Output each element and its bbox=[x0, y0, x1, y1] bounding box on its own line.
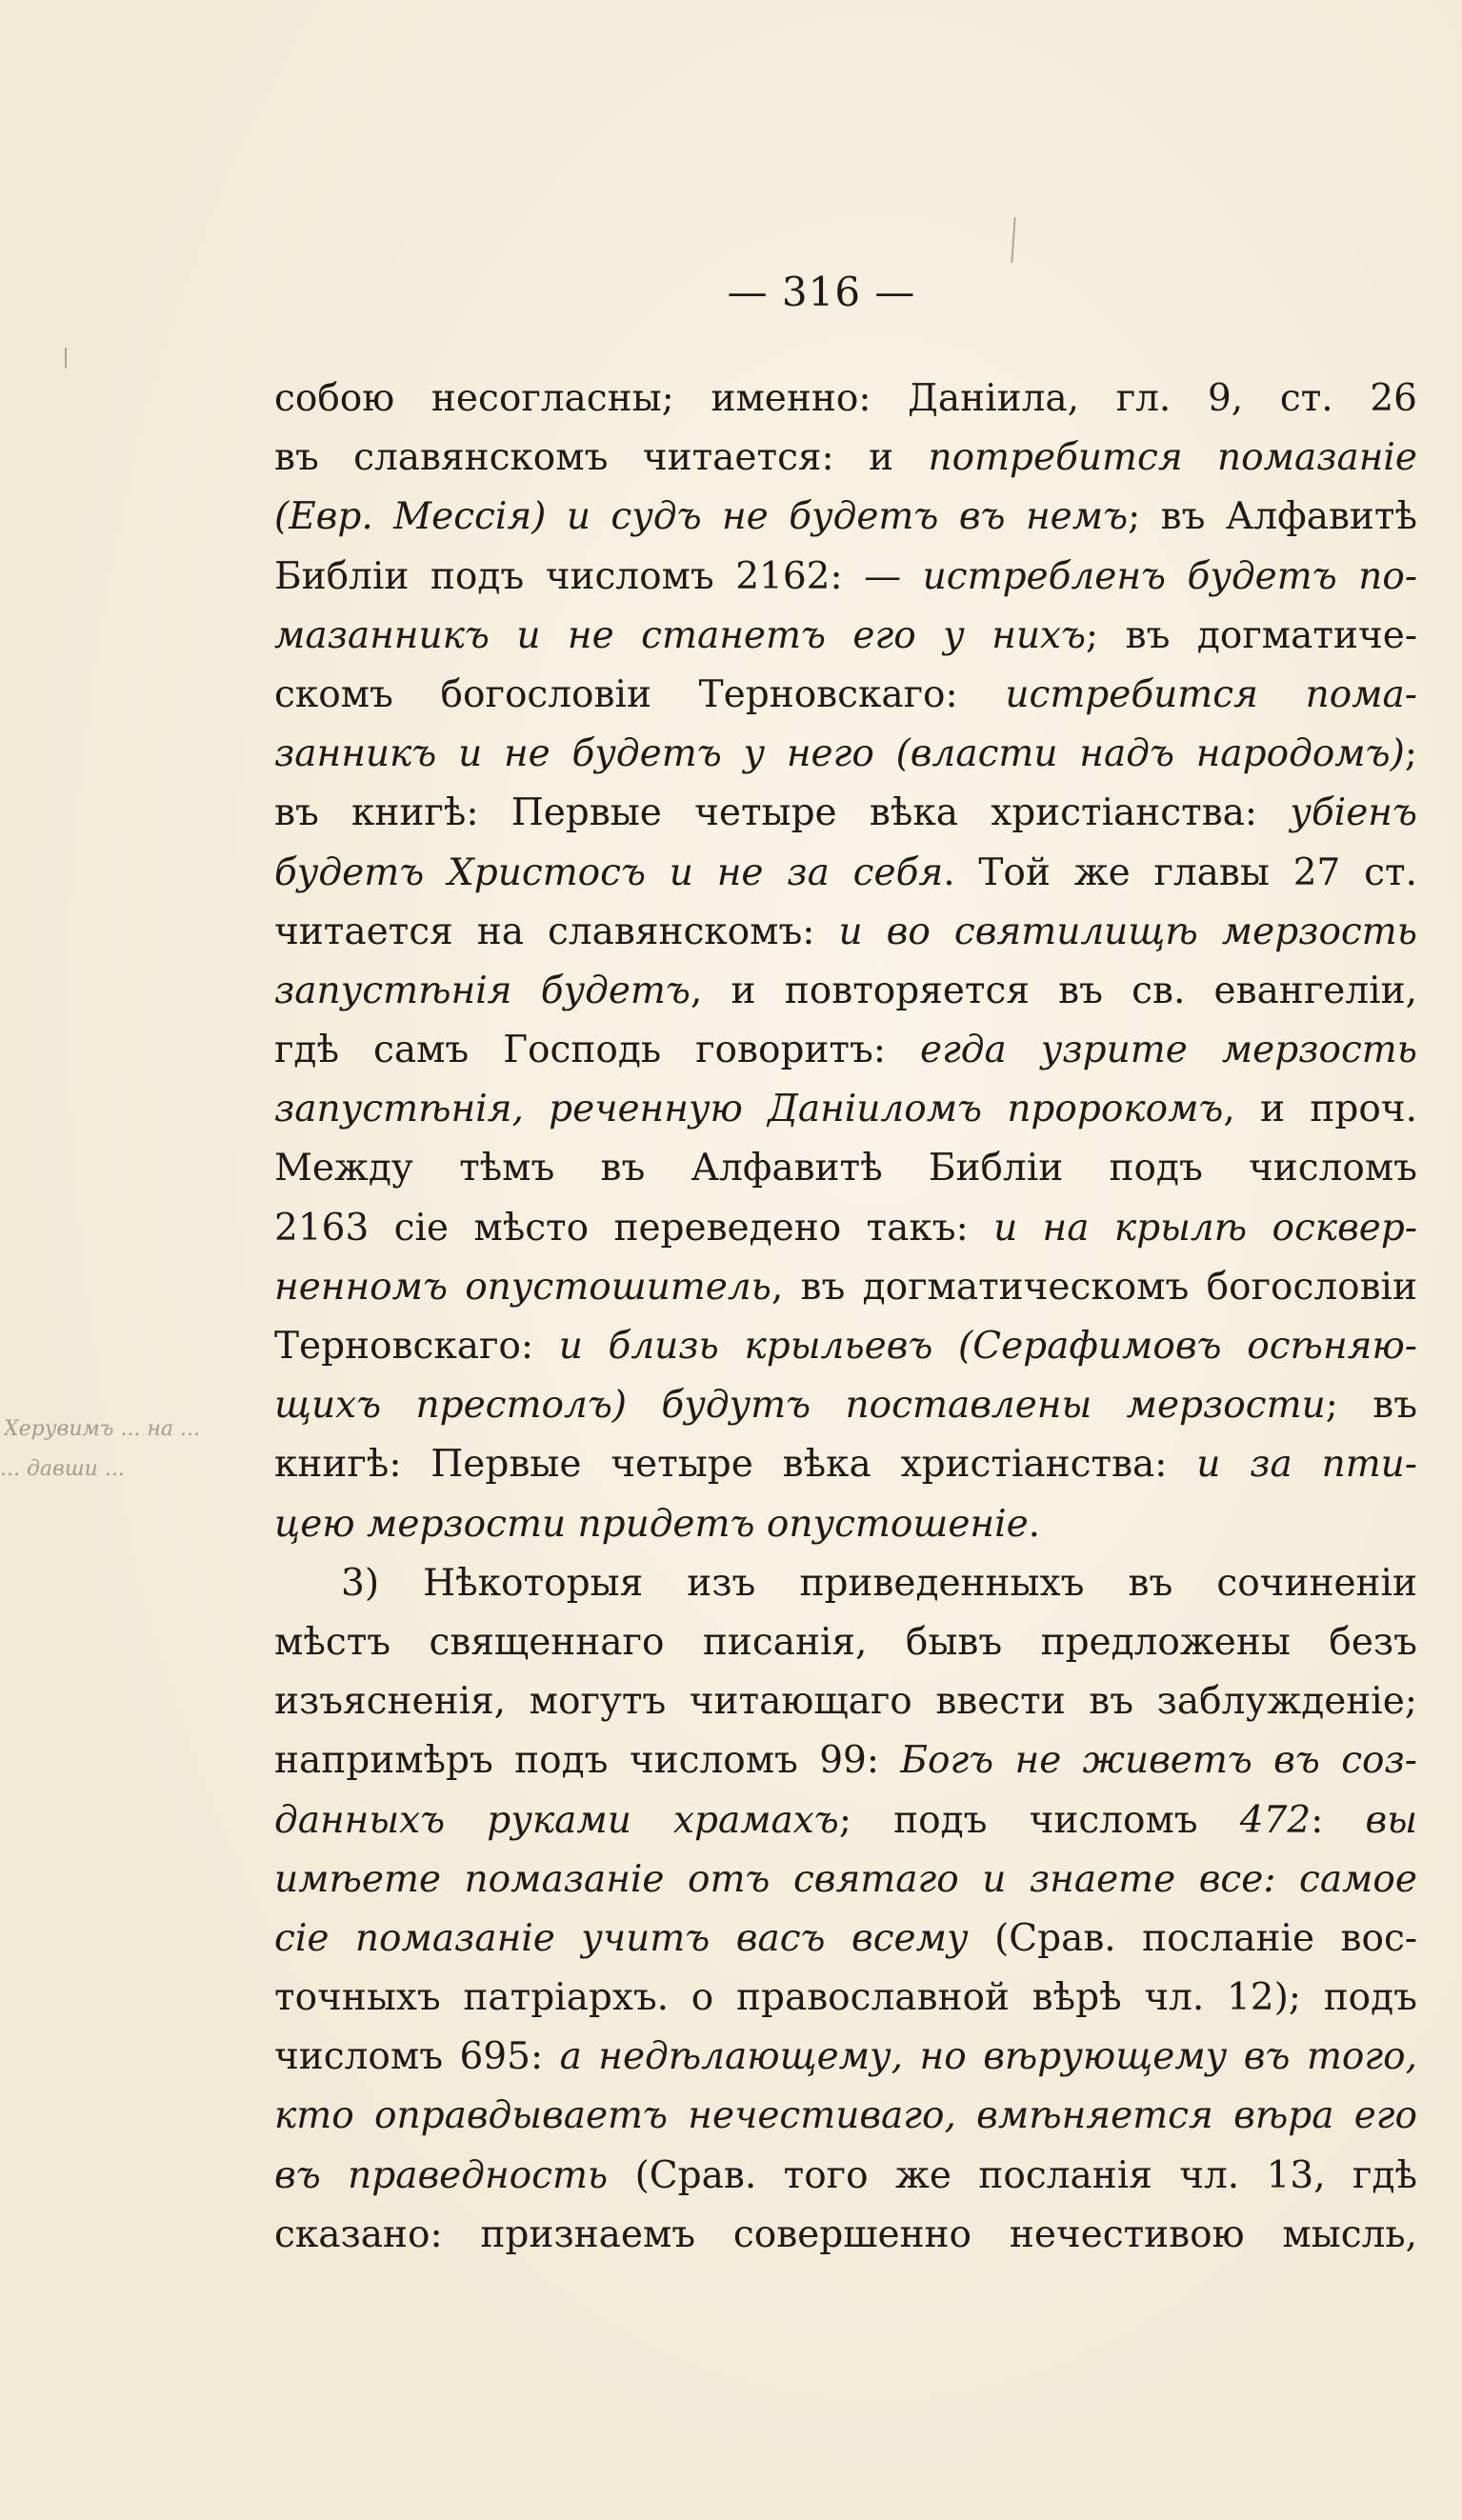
text-line: Терновскаго: и близь крыльевъ (Серафимовъ осѣняю- bbox=[274, 1325, 1417, 1368]
text-line: собою несогласны; именно: Даніила, гл. 9, ст. 26 bbox=[274, 377, 1417, 420]
text-line: (Евр. Мессія) и судъ не будетъ въ немъ; въ Алфавитѣ bbox=[274, 495, 1417, 539]
body-text bbox=[274, 370, 1417, 2265]
text-line: въ книгѣ: Первые четыре вѣка христіанства: убіенъ bbox=[274, 791, 1417, 835]
text-line: щихъ престолъ) будутъ поставлены мерзости; въ bbox=[274, 1384, 1417, 1428]
text-line: числомъ 695: а недѣлающему, но вѣрующему въ того, bbox=[274, 2035, 1417, 2079]
text-line: сіе помазаніе учитъ васъ всему (Срав. посланіе вос- bbox=[274, 1916, 1417, 1960]
text-line: точныхъ патріархъ. о православной вѣрѣ чл. 12); подъ bbox=[274, 1976, 1417, 2020]
text-line: книгѣ: Первые четыре вѣка христіанства: и за пти- bbox=[274, 1443, 1417, 1487]
text-line: скомъ богословіи Терновскаго: истребится пома- bbox=[274, 672, 1417, 716]
text-line: сказано: признаемъ совершенно нечестивою мысль, bbox=[274, 2212, 1417, 2256]
text-line: мѣстъ священнаго писанія, бывъ предложены безъ bbox=[274, 1620, 1417, 1664]
pencil-mark bbox=[65, 348, 67, 369]
text-line: читается на славянскомъ: и во святилищѣ мерзость bbox=[274, 910, 1417, 953]
text-line: ненномъ опустошитель, въ догматическомъ богословіи bbox=[274, 1265, 1417, 1309]
handwritten-margin-note: Херувимъ ... на ... bbox=[4, 1417, 200, 1441]
text-line: 2163 сіе мѣсто переведено такъ: и на крылѣ осквер- bbox=[274, 1206, 1417, 1250]
text-line: запустѣнія, реченную Даніиломъ пророкомъ, и проч. bbox=[274, 1088, 1417, 1131]
text-line: имѣете помазаніе отъ святаго и знаете все: самое bbox=[274, 1857, 1417, 1901]
text-line: 3) Нѣкоторыя изъ приведенныхъ въ сочинeніи bbox=[341, 1561, 1417, 1605]
text-line: изъясненія, могутъ читающаго ввести въ заблужденіе; bbox=[274, 1680, 1417, 1724]
text-line: данныхъ руками храмахъ; подъ числомъ 472: вы bbox=[274, 1798, 1417, 1842]
text-line: занникъ и не будетъ у него (власти надъ народомъ); bbox=[274, 732, 1417, 776]
text-line: мазанникъ и не станетъ его у нихъ; въ догматиче- bbox=[274, 613, 1417, 657]
text-line: запустѣнія будетъ, и повторяется въ св. евангеліи, bbox=[274, 969, 1417, 1012]
text-line: въ праведность (Срав. того же посланія чл. 13, гдѣ bbox=[274, 2153, 1417, 2197]
page-number: — 316 — bbox=[727, 269, 916, 315]
handwritten-margin-note: ... давши ... bbox=[0, 1457, 125, 1481]
text-line: будетъ Христосъ и не за себя. Той же главы 27 ст. bbox=[274, 850, 1417, 894]
pencil-mark bbox=[1011, 217, 1015, 263]
text-line: кто оправдываетъ нечестиваго, вмѣняется вѣра его bbox=[274, 2094, 1417, 2138]
text-line: Библіи подъ числомъ 2162: — истребленъ будетъ по- bbox=[274, 554, 1417, 598]
text-line: напримѣръ подъ числомъ 99: Богъ не живетъ въ соз- bbox=[274, 1739, 1417, 1783]
text-line: цею мерзости придетъ опустошеніе. bbox=[274, 1502, 1041, 1546]
text-line: гдѣ самъ Господь говоритъ: егда узрите мерзость bbox=[274, 1029, 1417, 1072]
text-line: въ славянскомъ читается: и потребится помазаніе bbox=[274, 436, 1417, 480]
text-line: Между тѣмъ въ Алфавитѣ Библіи подъ числомъ bbox=[274, 1147, 1417, 1190]
